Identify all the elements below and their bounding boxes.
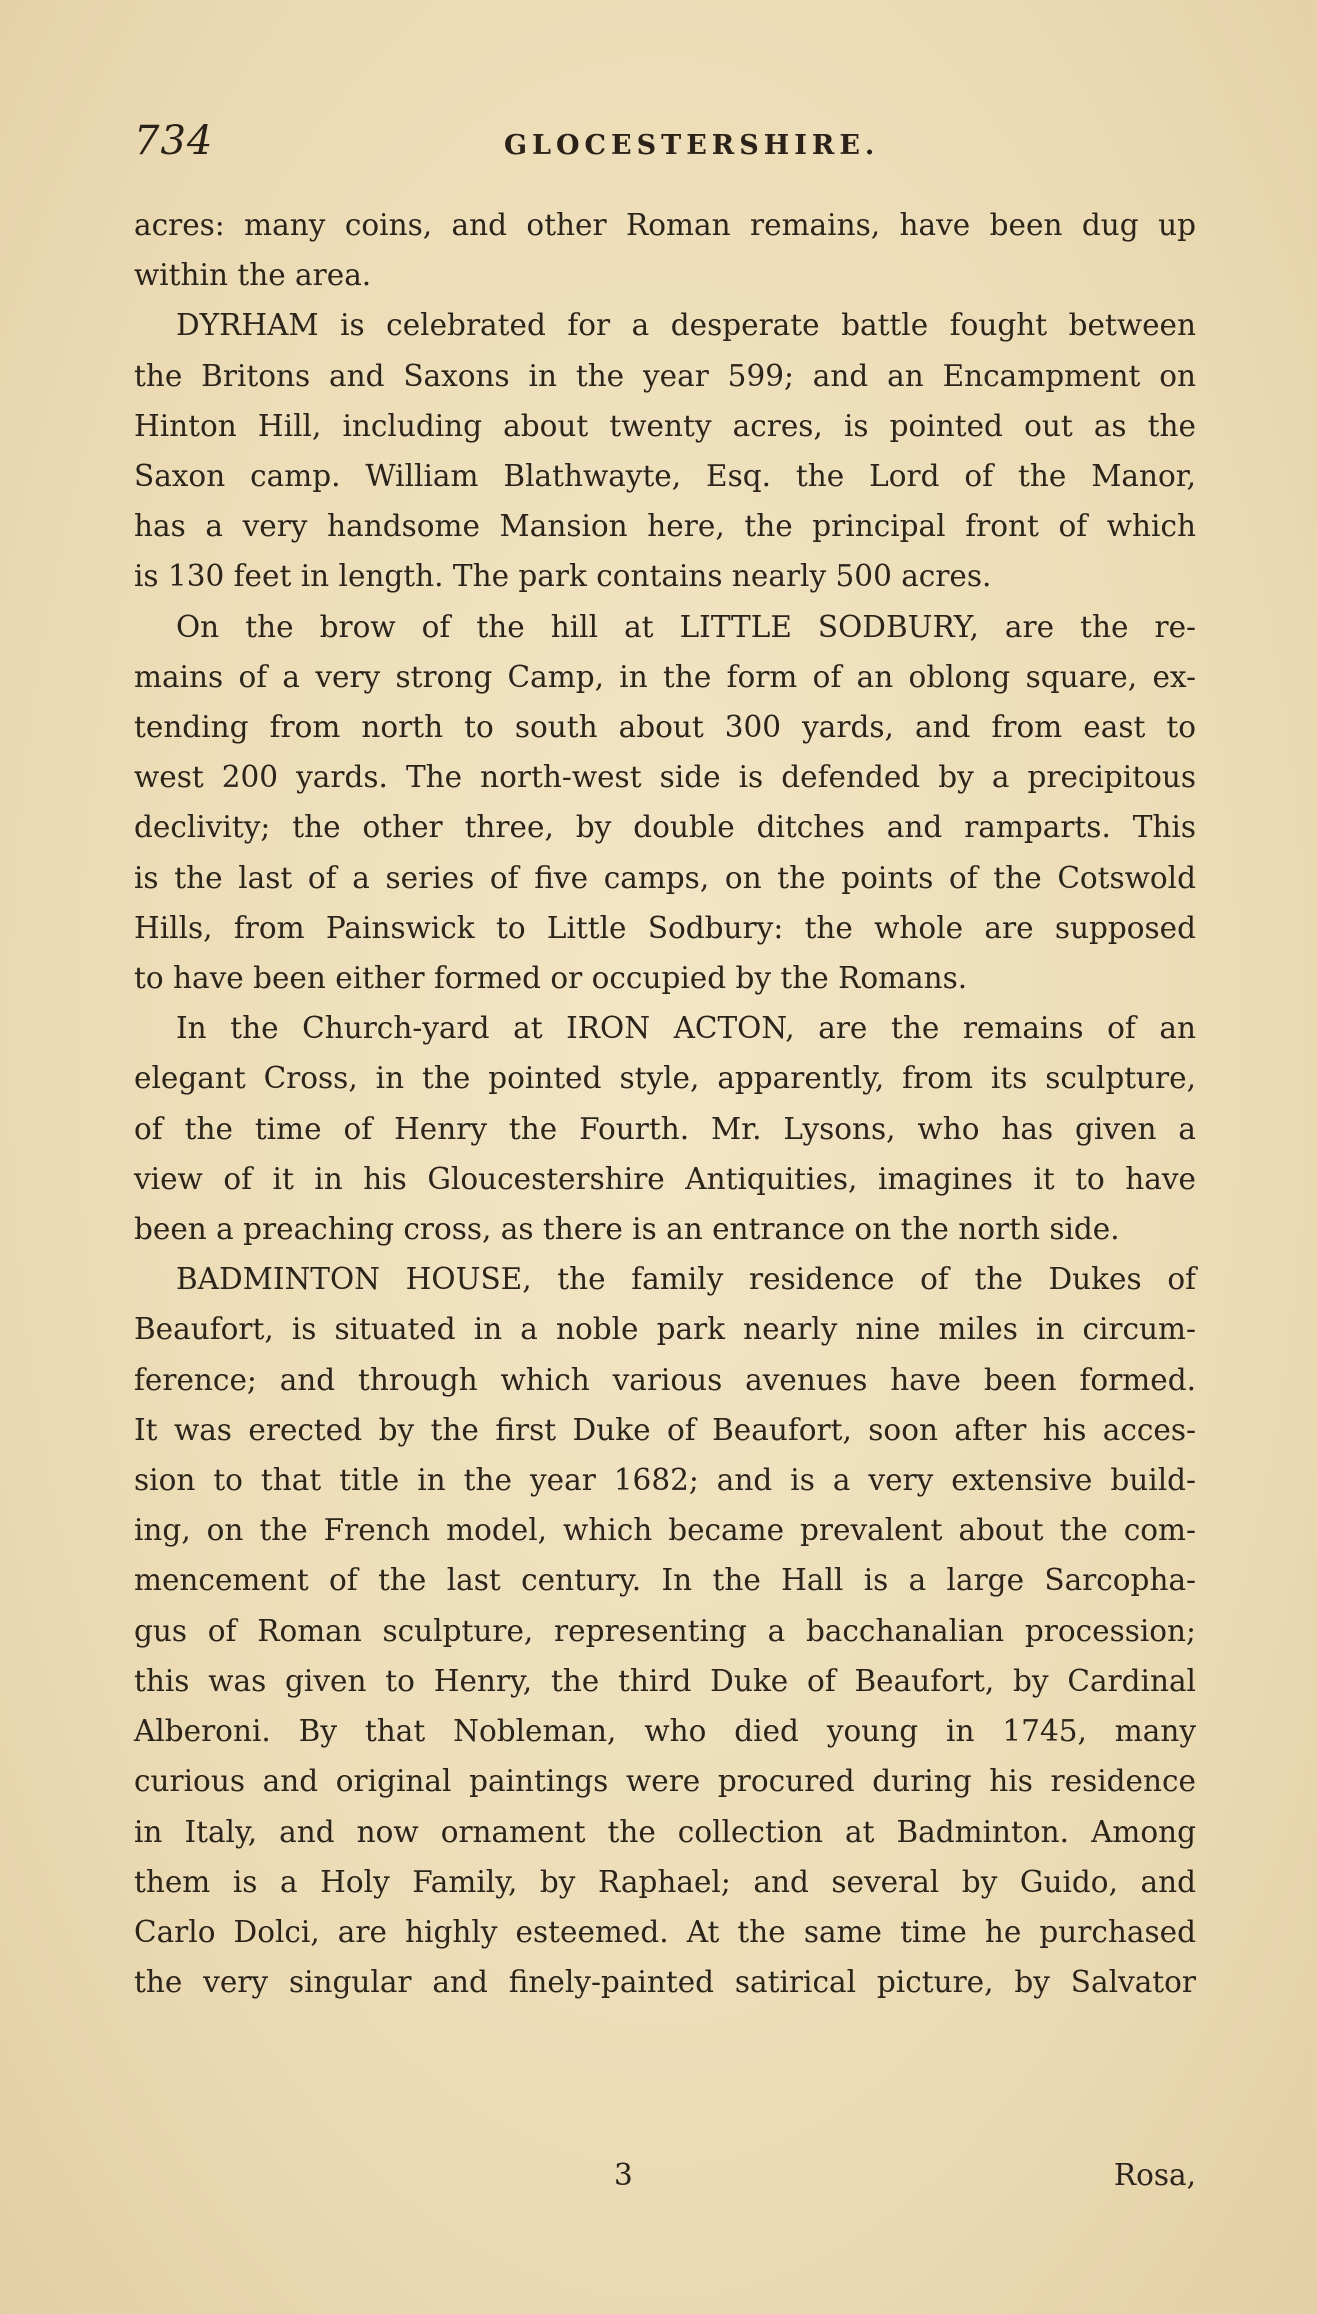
text-line: sion to that title in the year 1682; and is a very extensive build- <box>134 1463 1196 1498</box>
text-line: Alberoni. By that Nobleman, who died young in 1745, many <box>134 1714 1196 1749</box>
text-line: view of it in his Gloucestershire Antiquities, imagines it to have <box>134 1161 1196 1196</box>
text-line: DYRHAM is celebrated for a desperate battle fought between <box>176 308 1196 343</box>
text-line: ference; and through which various avenues have been formed. <box>134 1362 1196 1397</box>
text-line: west 200 yards. The north-west side is defended by a precipitous <box>134 760 1196 795</box>
text-line: mencement of the last century. In the Hall is a large Sarcopha- <box>134 1563 1196 1598</box>
text-line: this was given to Henry, the third Duke of Beaufort, by Cardinal <box>134 1663 1196 1698</box>
catchword: Rosa, <box>1113 2158 1196 2192</box>
text-line: declivity; the other three, by double ditches and ramparts. This <box>134 810 1196 845</box>
text-line: ing, on the French model, which became prevalent about the com- <box>134 1513 1196 1548</box>
page-number: 734 <box>134 118 214 164</box>
text-line: acres: many coins, and other Roman remains, have been dug up <box>134 208 1196 242</box>
text-line: tending from north to south about 300 yards, and from east to <box>134 710 1196 745</box>
text-line: Hinton Hill, including about twenty acres, is pointed out as the <box>134 408 1196 443</box>
page-footer <box>134 2158 1196 2208</box>
text-line: Saxon camp. William Blathwayte, Esq. the Lord of the Manor, <box>134 459 1196 494</box>
text-line: Carlo Dolci, are highly esteemed. At the same time he purchased <box>134 1914 1196 1949</box>
text-line: has a very handsome Mansion here, the principal front of which <box>134 509 1196 544</box>
text-line: them is a Holy Family, by Raphael; and several by Guido, and <box>134 1864 1196 1899</box>
text-line: been a preaching cross, as there is an entrance on the north side. <box>134 1212 1120 1247</box>
text-line: is 130 feet in length. The park contains nearly 500 acres. <box>134 559 992 594</box>
signature-mark: 3 <box>614 2158 633 2192</box>
body-text <box>134 200 1196 2007</box>
text-line: gus of Roman sculpture, representing a bacchanalian procession; <box>134 1613 1196 1648</box>
text-line: is the last of a series of five camps, on the points of the Cotswold <box>134 860 1196 895</box>
text-line: In the Church-yard at IRON ACTON, are the remains of an <box>176 1011 1196 1046</box>
text-line: to have been either formed or occupied by the Romans. <box>134 961 968 996</box>
text-line: curious and original paintings were procured during his residence <box>134 1764 1196 1799</box>
text-line: BADMINTON HOUSE, the family residence of the Dukes of <box>176 1262 1196 1297</box>
text-line: within the area. <box>134 258 372 293</box>
text-line: the Britons and Saxons in the year 599; and an Encampment on <box>134 358 1196 393</box>
page-header <box>134 118 1194 178</box>
text-line: Beaufort, is situated in a noble park nearly nine miles in circum- <box>134 1312 1196 1347</box>
text-line: the very singular and finely-painted satirical picture, by Salvator <box>134 1965 1196 2000</box>
text-line: of the time of Henry the Fourth. Mr. Lysons, who has given a <box>134 1111 1196 1146</box>
text-line: On the brow of the hill at LITTLE SODBURY, are the re- <box>176 609 1196 644</box>
text-line: elegant Cross, in the pointed style, apparently, from its sculpture, <box>134 1061 1196 1096</box>
text-line: It was erected by the first Duke of Beaufort, soon after his acces- <box>134 1412 1196 1447</box>
text-line: mains of a very strong Camp, in the form of an oblong square, ex- <box>134 659 1196 694</box>
text-line: Hills, from Painswick to Little Sodbury: the whole are supposed <box>134 910 1196 945</box>
text-line: in Italy, and now ornament the collection at Badminton. Among <box>134 1814 1196 1849</box>
running-head: GLOCESTERSHIRE. <box>504 130 880 161</box>
